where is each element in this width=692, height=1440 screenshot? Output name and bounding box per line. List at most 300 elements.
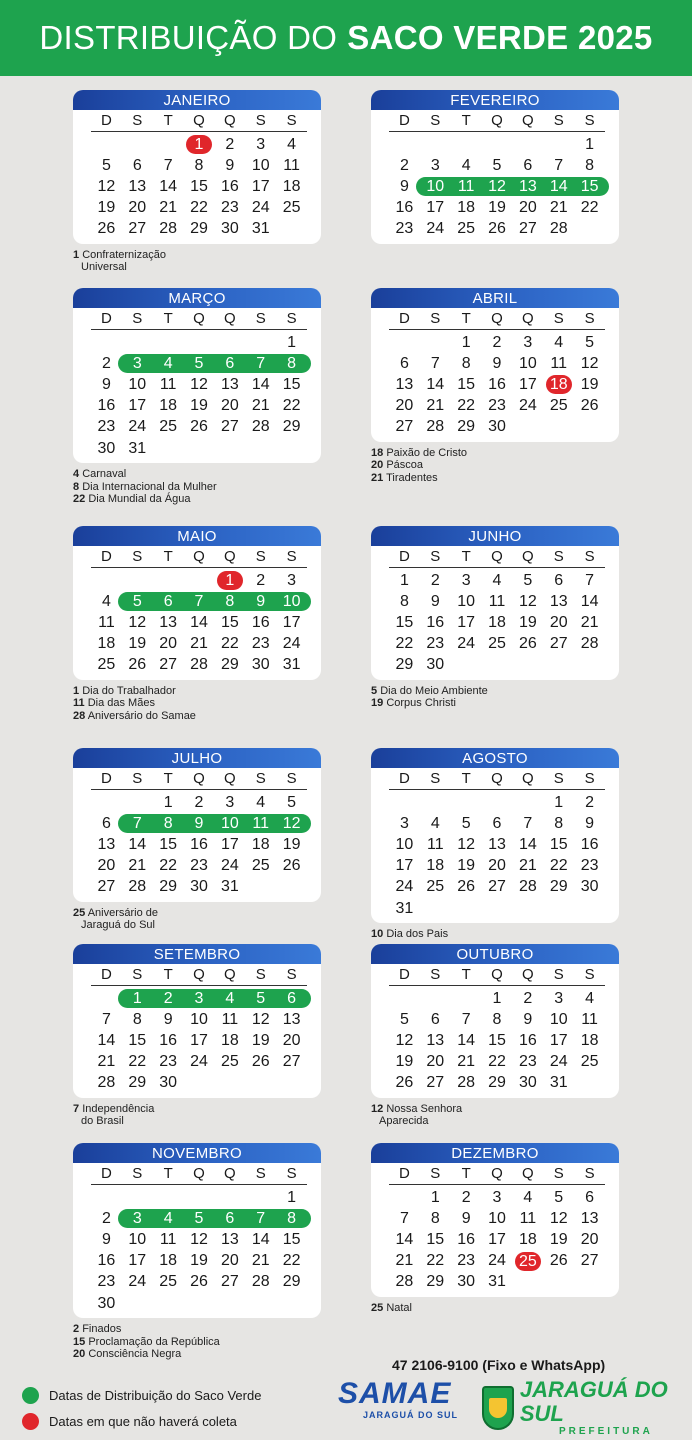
legend-green-label: Datas de Distribuição do Saco Verde <box>49 1387 262 1403</box>
day-cell: 4 <box>523 1188 533 1206</box>
day-cell: 3 <box>430 156 440 174</box>
red-dot-icon <box>22 1413 39 1430</box>
day-cell: 28 <box>251 1273 270 1291</box>
weekday-label: D <box>399 310 410 327</box>
weekday-label: Q <box>522 310 534 327</box>
day-cell: 22 <box>282 397 301 415</box>
week-row <box>91 155 307 176</box>
week-row <box>91 1187 307 1208</box>
day-cell: 26 <box>518 635 537 653</box>
weekday-label: Q <box>491 548 503 565</box>
weekday-label: T <box>163 310 173 327</box>
day-cell: 2 <box>461 1188 471 1206</box>
day-cell: 24 <box>128 418 147 436</box>
holiday-list <box>73 907 321 932</box>
weekday-label: S <box>430 112 441 129</box>
weekday-label: S <box>132 548 143 565</box>
page-title-part2: SACO VERDE 2025 <box>347 19 653 56</box>
week-row <box>91 1073 307 1094</box>
day-cell: 19 <box>97 199 116 217</box>
day-cell: 29 <box>549 878 568 896</box>
day-cell: 15 <box>190 177 208 195</box>
month-card <box>371 288 619 442</box>
legend <box>22 1382 261 1434</box>
day-cell: 16 <box>457 1230 476 1248</box>
day-cell: 10 <box>395 835 414 853</box>
day-cell: 18 <box>159 397 178 415</box>
day-cell: 5 <box>287 793 297 811</box>
day-cell: 22 <box>488 1053 506 1071</box>
day-cell: 20 <box>159 635 178 653</box>
weekday-label: S <box>286 112 297 129</box>
week-row <box>389 1073 605 1094</box>
day-cell: 29 <box>282 418 301 436</box>
weekday-label: S <box>255 310 266 327</box>
day-cell: 2 <box>194 793 204 811</box>
day-cell: 15 <box>580 177 599 195</box>
holiday-list <box>73 1103 321 1128</box>
day-cell: 14 <box>251 1230 270 1248</box>
day-cell: 13 <box>282 1010 301 1028</box>
week-row <box>389 332 605 353</box>
weekday-label: S <box>584 310 595 327</box>
day-cell: 28 <box>251 418 270 436</box>
day-cell: 20 <box>128 199 147 217</box>
weekday-label: D <box>399 548 410 565</box>
weekday-label: S <box>584 548 595 565</box>
week-row <box>389 834 605 855</box>
month-name: JUNHO <box>371 526 619 546</box>
day-cell: 20 <box>220 397 239 415</box>
weekday-label: D <box>399 1165 410 1182</box>
day-cell: 21 <box>549 199 568 217</box>
day-cell: 12 <box>488 177 506 195</box>
day-cell: 16 <box>97 1252 116 1270</box>
day-cell: 14 <box>97 1031 116 1049</box>
week-row <box>389 792 605 813</box>
day-cell: 4 <box>554 333 564 351</box>
day-cell: 12 <box>97 177 116 195</box>
day-cell: 25 <box>512 1252 543 1271</box>
month-2 <box>73 288 321 506</box>
week-row <box>389 176 605 197</box>
day-cell: 15 <box>395 613 414 631</box>
day-cell: 23 <box>220 199 239 217</box>
week-row <box>389 1272 605 1293</box>
holiday-item: 8 Dia Internacional da Mulher <box>73 480 217 493</box>
day-cell: 31 <box>251 220 270 238</box>
day-cell: 27 <box>580 1252 599 1270</box>
day-cell: 23 <box>518 1053 537 1071</box>
week-row <box>91 219 307 240</box>
week-row <box>389 612 605 633</box>
day-cell: 25 <box>159 418 178 436</box>
week-row <box>91 1030 307 1051</box>
day-cell: 18 <box>543 375 574 394</box>
weekday-label: Q <box>193 310 205 327</box>
day-cell: 17 <box>395 857 414 875</box>
day-cell: 30 <box>190 878 208 896</box>
weekday-label: T <box>461 548 471 565</box>
week-row <box>91 1052 307 1073</box>
day-cell: 27 <box>426 1074 445 1092</box>
day-cell: 2 <box>430 571 440 589</box>
day-cell: 26 <box>457 878 476 896</box>
day-cell: 30 <box>97 1294 116 1312</box>
day-cell: 30 <box>251 656 270 674</box>
day-cell: 4 <box>585 989 595 1007</box>
holiday-list <box>73 685 321 723</box>
weekday-label: T <box>163 770 173 787</box>
day-cell: 25 <box>251 857 270 875</box>
day-cell: 17 <box>190 1031 208 1049</box>
month-7 <box>371 748 619 941</box>
day-cell: 7 <box>461 1010 471 1028</box>
weekday-label: Q <box>522 112 534 129</box>
day-cell: 1 <box>163 793 173 811</box>
week-row <box>91 374 307 395</box>
month-11 <box>371 1143 619 1314</box>
month-name: JULHO <box>73 748 321 768</box>
day-cell: 9 <box>399 177 409 195</box>
month-6 <box>73 748 321 932</box>
week-row <box>389 813 605 834</box>
day-cell: 28 <box>190 656 208 674</box>
day-cell: 14 <box>395 1230 414 1248</box>
day-cell: 10 <box>128 1230 147 1248</box>
weekday-label: S <box>553 966 564 983</box>
day-cell: 2 <box>399 156 409 174</box>
day-cell: 4 <box>287 135 297 153</box>
day-cell: 1 <box>554 793 564 811</box>
day-cell: 11 <box>252 814 270 832</box>
week-row <box>389 155 605 176</box>
month-card <box>73 944 321 1098</box>
weekday-label: T <box>163 1165 173 1182</box>
weekday-label: Q <box>224 548 236 565</box>
day-cell: 17 <box>549 1031 568 1049</box>
day-cell: 4 <box>461 156 471 174</box>
day-cell: 2 <box>256 571 266 589</box>
crest-icon <box>482 1386 514 1430</box>
day-cell: 24 <box>128 1273 147 1291</box>
month-card <box>73 1143 321 1318</box>
day-cell: 6 <box>492 814 502 832</box>
day-cell: 13 <box>580 1209 599 1227</box>
week-row <box>91 134 307 155</box>
day-cell: 17 <box>488 1230 506 1248</box>
day-cell: 18 <box>518 1230 537 1248</box>
day-cell: 20 <box>488 857 506 875</box>
holiday-item: 21 Tiradentes <box>371 471 438 484</box>
day-cell: 30 <box>488 418 506 436</box>
day-cell: 16 <box>426 613 445 631</box>
week-row <box>389 1229 605 1250</box>
month-card <box>371 1143 619 1297</box>
day-cell: 21 <box>251 1252 270 1270</box>
week-row <box>91 353 307 374</box>
weekday-label: Q <box>491 770 503 787</box>
day-cell: 18 <box>282 177 301 195</box>
day-cell: 20 <box>220 1252 239 1270</box>
samae-logo-sub: JARAGUÁ DO SUL <box>362 1410 458 1420</box>
day-cell: 9 <box>163 1010 173 1028</box>
day-cell: 19 <box>282 835 301 853</box>
day-cell: 20 <box>549 613 568 631</box>
holiday-list <box>371 1103 619 1128</box>
month-card <box>73 288 321 463</box>
day-cell: 11 <box>457 177 475 195</box>
day-cell: 15 <box>426 1230 445 1248</box>
weekday-label: S <box>553 1165 564 1182</box>
holiday-item: Universal <box>81 261 127 274</box>
week-row <box>91 1229 307 1250</box>
day-cell: 11 <box>581 1010 598 1028</box>
day-cell: 31 <box>549 1074 568 1092</box>
weekday-label: S <box>255 1165 266 1182</box>
holiday-list <box>371 1302 619 1315</box>
month-name: SETEMBRO <box>73 944 321 964</box>
month-card <box>371 944 619 1098</box>
weekday-label: Q <box>224 770 236 787</box>
weekday-label: S <box>286 310 297 327</box>
day-cell: 22 <box>220 635 239 653</box>
day-cell: 7 <box>554 156 564 174</box>
week-row <box>91 988 307 1009</box>
day-cell: 4 <box>163 354 173 372</box>
day-cell: 10 <box>549 1010 568 1028</box>
day-cell: 27 <box>518 220 537 238</box>
holiday-item: 20 Páscoa <box>371 459 424 472</box>
day-cell: 20 <box>518 199 537 217</box>
day-cell: 16 <box>97 397 116 415</box>
day-cell: 8 <box>194 156 204 174</box>
holiday-item: 28 Aniversário do Samae <box>73 709 196 722</box>
week-row <box>389 1052 605 1073</box>
day-cell: 25 <box>97 656 116 674</box>
day-cell: 24 <box>190 1053 208 1071</box>
week-row <box>389 1187 605 1208</box>
day-cell: 10 <box>426 177 445 195</box>
month-name: DEZEMBRO <box>371 1143 619 1163</box>
month-name: ABRIL <box>371 288 619 308</box>
day-cell: 28 <box>518 878 537 896</box>
day-cell: 27 <box>395 418 414 436</box>
week-row <box>389 877 605 898</box>
day-cell: 9 <box>101 1230 111 1248</box>
day-cell: 24 <box>426 220 445 238</box>
samae-logo <box>338 1378 458 1426</box>
day-cell: 18 <box>580 1031 599 1049</box>
day-cell: 9 <box>101 375 111 393</box>
day-cell: 26 <box>488 220 506 238</box>
day-cell: 1 <box>585 135 595 153</box>
day-cell: 28 <box>128 878 147 896</box>
weekday-row <box>91 308 307 330</box>
holiday-item: 25 Aniversário de <box>73 906 159 919</box>
day-cell: 20 <box>426 1053 445 1071</box>
day-cell: 7 <box>101 1010 111 1028</box>
month-name: MARÇO <box>73 288 321 308</box>
holiday-item: 5 Dia do Meio Ambiente <box>371 684 488 697</box>
day-cell: 3 <box>399 814 409 832</box>
weekday-label: D <box>101 548 112 565</box>
day-cell: 7 <box>256 1209 266 1227</box>
day-cell: 18 <box>488 613 506 631</box>
day-cell: 12 <box>580 354 599 372</box>
day-cell: 4 <box>492 571 502 589</box>
day-cell: 26 <box>97 220 116 238</box>
day-cell: 5 <box>256 989 266 1007</box>
weekday-label: Q <box>224 1165 236 1182</box>
day-cell: 27 <box>220 418 239 436</box>
day-cell: 2 <box>101 1209 111 1227</box>
day-cell: 7 <box>399 1209 409 1227</box>
month-card <box>73 748 321 902</box>
day-cell: 6 <box>523 156 533 174</box>
weekday-label: S <box>132 112 143 129</box>
weekday-label: D <box>101 770 112 787</box>
weekday-label: T <box>163 548 173 565</box>
day-cell: 24 <box>457 635 476 653</box>
day-cell: 19 <box>580 375 599 393</box>
weekday-label: S <box>584 1165 595 1182</box>
day-cell: 19 <box>395 1053 414 1071</box>
day-cell: 16 <box>190 835 208 853</box>
weekday-label: S <box>255 966 266 983</box>
green-dot-icon <box>22 1387 39 1404</box>
week-row <box>389 1208 605 1229</box>
day-cell: 12 <box>190 1230 208 1248</box>
day-cell: 25 <box>580 1053 599 1071</box>
holiday-item: 2 Finados <box>73 1323 122 1336</box>
holiday-item: 1 Dia do Trabalhador <box>73 684 176 697</box>
day-cell: 6 <box>101 814 111 832</box>
holiday-item: do Brasil <box>81 1115 124 1128</box>
day-cell: 6 <box>225 354 235 372</box>
day-cell: 6 <box>225 1209 235 1227</box>
day-cell: 9 <box>492 354 502 372</box>
week-row <box>91 856 307 877</box>
day-cell: 13 <box>220 375 239 393</box>
day-cell: 3 <box>461 571 471 589</box>
holiday-list <box>73 1323 321 1361</box>
day-cell: 10 <box>488 1209 506 1227</box>
day-cell: 18 <box>97 635 116 653</box>
day-cell: 23 <box>251 635 270 653</box>
day-cell: 15 <box>282 1230 301 1248</box>
holiday-item: 7 Independência <box>73 1102 155 1115</box>
weekday-label: S <box>132 966 143 983</box>
day-cell: 16 <box>395 199 414 217</box>
day-cell: 12 <box>395 1031 414 1049</box>
week-row <box>91 1251 307 1272</box>
day-cell: 19 <box>488 199 506 217</box>
week-row <box>91 198 307 219</box>
weekday-label: S <box>553 112 564 129</box>
day-cell: 16 <box>488 375 506 393</box>
holiday-item: 4 Carnaval <box>73 468 127 481</box>
week-row <box>389 988 605 1009</box>
day-cell: 5 <box>492 156 502 174</box>
day-cell: 28 <box>549 220 568 238</box>
day-cell: 22 <box>395 635 414 653</box>
week-row <box>91 834 307 855</box>
day-cell: 19 <box>549 1230 568 1248</box>
day-cell: 30 <box>580 878 599 896</box>
day-cell: 17 <box>457 613 476 631</box>
day-cell: 13 <box>426 1031 445 1049</box>
day-cell: 5 <box>554 1188 564 1206</box>
day-cell: 23 <box>457 1252 476 1270</box>
day-cell: 20 <box>282 1031 301 1049</box>
week-row <box>91 612 307 633</box>
day-cell: 19 <box>190 397 208 415</box>
day-cell: 16 <box>580 835 599 853</box>
day-cell: 29 <box>488 1074 506 1092</box>
day-cell: 3 <box>194 989 204 1007</box>
weekday-label: S <box>553 770 564 787</box>
day-cell: 1 <box>492 989 502 1007</box>
day-cell: 5 <box>194 354 204 372</box>
day-cell: 19 <box>457 857 476 875</box>
day-cell: 13 <box>97 835 116 853</box>
day-cell: 2 <box>163 989 173 1007</box>
day-cell: 17 <box>282 613 301 631</box>
day-cell: 1 <box>399 571 409 589</box>
holiday-list <box>371 928 619 941</box>
day-cell: 22 <box>580 199 599 217</box>
weekday-label: Q <box>522 770 534 787</box>
day-cell: 23 <box>97 1273 116 1291</box>
day-cell: 6 <box>132 156 142 174</box>
day-cell: 31 <box>395 899 414 917</box>
day-cell: 14 <box>190 613 208 631</box>
week-row <box>91 332 307 353</box>
day-cell: 22 <box>282 1252 301 1270</box>
day-cell: 1 <box>461 333 471 351</box>
day-cell: 27 <box>488 878 506 896</box>
day-cell: 10 <box>128 375 147 393</box>
day-cell: 3 <box>132 354 142 372</box>
legend-red-label: Datas em que não haverá coleta <box>49 1413 237 1429</box>
holiday-item: 19 Corpus Christi <box>371 697 456 710</box>
day-cell: 30 <box>518 1074 537 1092</box>
day-cell: 9 <box>225 156 235 174</box>
weekday-label: D <box>399 112 410 129</box>
week-row <box>389 570 605 591</box>
weekday-label: Q <box>522 1165 534 1182</box>
day-cell: 7 <box>194 592 204 610</box>
weekday-label: Q <box>491 1165 503 1182</box>
jaragua-logo-text: JARAGUÁ DO SUL <box>519 1377 668 1426</box>
month-card <box>371 90 619 244</box>
week-row <box>389 898 605 919</box>
week-row <box>389 856 605 877</box>
day-cell: 6 <box>399 354 409 372</box>
week-row <box>91 1009 307 1030</box>
week-row <box>91 591 307 612</box>
day-cell: 19 <box>190 1252 208 1270</box>
day-cell: 14 <box>580 592 599 610</box>
day-cell: 11 <box>550 354 568 372</box>
weekday-label: S <box>132 1165 143 1182</box>
holiday-item: 18 Paixão de Cristo <box>371 446 468 459</box>
week-row <box>91 438 307 459</box>
week-row <box>91 655 307 676</box>
holiday-item: 22 Dia Mundial da Água <box>73 493 191 506</box>
weekday-label: Q <box>522 548 534 565</box>
